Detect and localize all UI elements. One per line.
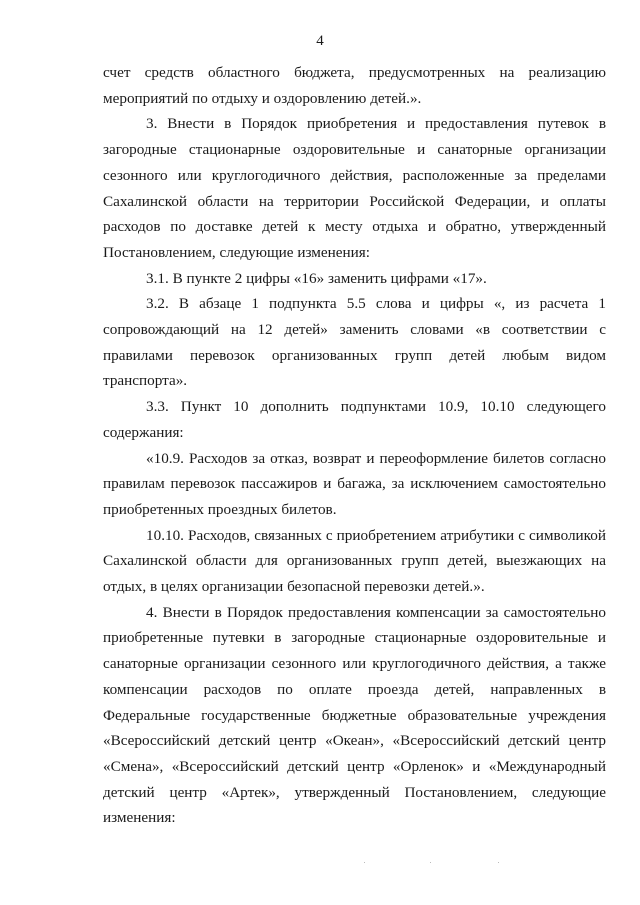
paragraph-item-4: 4. Внести в Порядок предоставления компенсации за самостоятельно приобретенные путевки в загородные стационарные оздоровительные и санаторные организации сезонного или круглогодичного действия, а также компенсации расходов по оплате проезда детей, направленных в Федеральные государственные бюджетные образовательные учреждения «Всероссийский детский центр «Океан», «Всероссийский детский центр «Смена», «Всероссийский детский центр «Орленок» и «Международный детский центр «Артек», утвержденный Постановлением, следующие изменения: <box>103 603 606 827</box>
scan-speck <box>430 862 431 863</box>
paragraph-continuation: счет средств областного бюджета, предусмотренных на реализацию мероприятий по отдыху и оздоровлению детей.». <box>103 64 606 107</box>
paragraph-item-10-9: «10.9. Расходов за отказ, возврат и переоформление билетов согласно правилам перевозок пассажиров и багажа, за исключением самостоятельно приобретенных проездных билетов. <box>103 449 606 518</box>
scan-speck <box>498 862 499 863</box>
paragraph-item-3-3: 3.3. Пункт 10 дополнить подпунктами 10.9, 10.10 следующего содержания: <box>103 398 606 441</box>
paragraph-item-3-2: 3.2. В абзаце 1 подпункта 5.5 слова и цифры «, из расчета 1 сопровождающий на 12 детей» заменить словами «в соответствии с правилами перевозок организованных групп детей любым видом транспорта». <box>103 295 606 390</box>
scan-speck <box>364 862 365 863</box>
paragraph-item-3: 3. Внести в Порядок приобретения и предоставления путевок в загородные стационарные оздоровительные и санаторные организации сезонного или круглогодичного действия, расположенные за пределами Сахалинской области на территории Российской Федерации, и оплаты расходов по доставке детей к месту отдыха и обратно, утвержденный Постановлением, следующие изменения: <box>103 115 606 261</box>
document-body <box>103 60 606 831</box>
paragraph-item-10-10: 10.10. Расходов, связанных с приобретением атрибутики с символикой Сахалинской области для организованных групп детей, выезжающих на отдых, в целях организации безопасной перевозки детей.». <box>103 526 606 596</box>
paragraph-item-3-1: 3.1. В пункте 2 цифры «16» заменить цифрами «17». <box>146 269 487 287</box>
page-number: 4 <box>316 33 324 49</box>
